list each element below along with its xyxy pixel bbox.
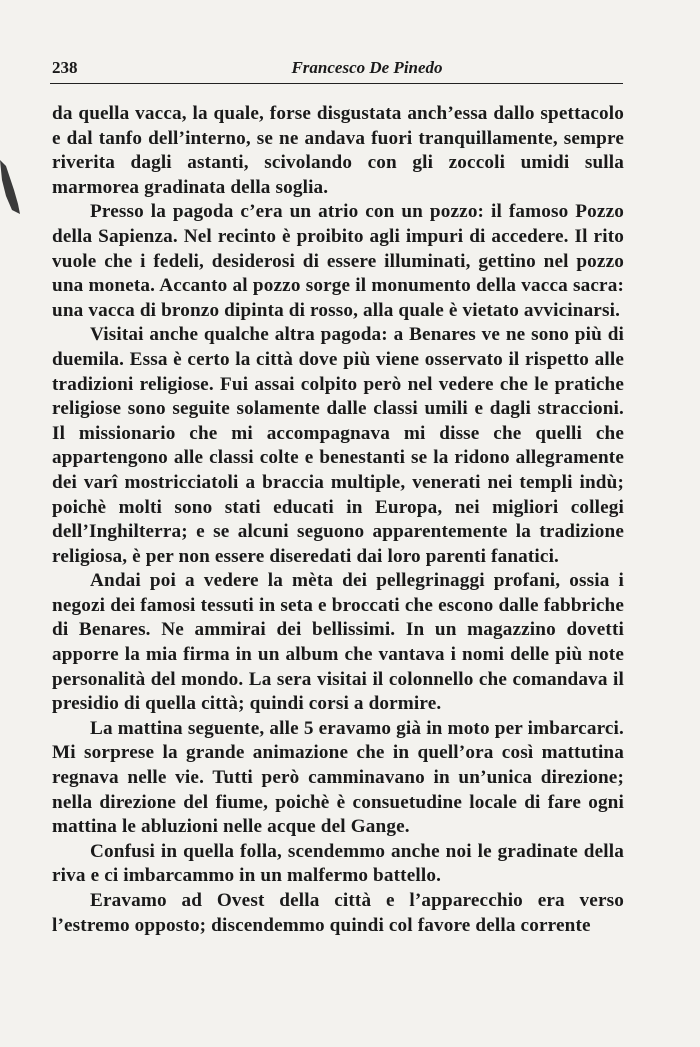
page-number: 238: [52, 58, 78, 77]
paragraph: La mattina seguente, alle 5 eravamo già in moto per imbarcarci. Mi sorprese la grande animazione che in quell’ora così mattutina regnava nelle vie. Tutti però camminavano in un’unica direzione; nella direzione del fiume, poichè è consuetudine locale di fare ogni mattina le abluzioni nelle acque del Gange.: [52, 717, 624, 838]
page-edge-mark: [0, 160, 22, 216]
body-text: [52, 102, 624, 938]
running-title: Francesco De Pinedo: [291, 58, 443, 77]
paragraph: Visitai anche qualche altra pagoda: a Benares ve ne sono più di duemila. Essa è certo la città dove più viene osservato il rispetto alle tradizioni religiose. Fui assai colpito però nel vedere che le pratiche religiose sono seguite solamente dalle classi umili e dagli straccioni. Il missionario che mi accompagnava mi disse che quelli che appartengono alle classi colte e benestanti se la ridono allegramente dei varî mostricciatoli a braccia multiple, venerati nei templi indù; poichè molti sono stati educati in Europa, nei migliori collegi dell’Inghilterra; e se alcuni seguono apparentemente la tradizione religiosa, è per non essere diseredati dai loro parenti fanatici.: [52, 324, 624, 567]
header-rule: [50, 83, 623, 84]
paragraph: Confusi in quella folla, scendemmo anche noi le gradinate della riva e ci imbarcammo in un malfermo battello.: [52, 840, 624, 887]
paragraph: da quella vacca, la quale, forse disgustata anch’essa dallo spettacolo e dal tanfo dell’interno, se ne andava fuori tranquillamente, sempre riverita dagli astanti, scivolando con gli zoccoli umidi sulla marmorea gradinata della soglia.: [52, 103, 624, 198]
running-header: [52, 58, 622, 84]
paragraph: Andai poi a vedere la mèta dei pellegrinaggi profani, ossia i negozi dei famosi tessuti in seta e broccati che escono dalle fabbriche di Benares. Ne ammirai dei bellissimi. In un magazzino dovetti apporre la mia firma in un album che vantava i nomi delle più note personalità del mondo. La sera visitai il colonnello che comandava il presidio di quella città; quindi corsi a dormire.: [52, 570, 624, 715]
paragraph: Presso la pagoda c’era un atrio con un pozzo: il famoso Pozzo della Sapienza. Nel recinto è proibito agli impuri di accedere. Il rito vuole che i fedeli, desiderosi di essere illuminati, gettino nel pozzo una moneta. Accanto al pozzo sorge il monumento della vacca sacra: una vacca di bronzo dipinta di rosso, alla quale è vietato avvicinarsi.: [52, 201, 624, 321]
paragraph: Eravamo ad Ovest della città e l’apparecchio era verso l’estremo opposto; discendemmo quindi col favore della corrente: [52, 890, 624, 936]
